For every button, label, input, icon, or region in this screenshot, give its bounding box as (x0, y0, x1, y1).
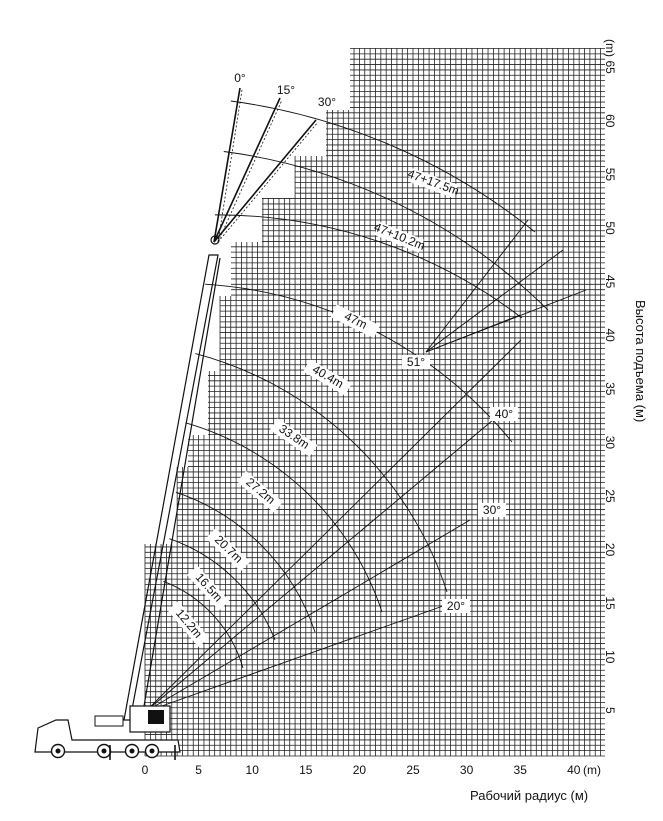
boom-angle-label: 30° (482, 503, 502, 517)
y-tick-label: 35 (603, 382, 617, 396)
y-tick-label: 30 (603, 435, 617, 450)
x-unit-label: (m) (583, 763, 601, 777)
jib (214, 88, 240, 242)
x-axis-title: Рабочий радиус (м) (470, 788, 589, 803)
y-axis-title: Высота подъема (м) (633, 300, 648, 423)
y-tick-label: 15 (603, 596, 617, 610)
y-tick-label: 25 (603, 489, 617, 503)
y-tick-label: 45 (603, 274, 617, 289)
y-tick-label: 5 (603, 707, 617, 714)
boom-length-label: 40.4m (310, 362, 346, 391)
x-tick-label: 30 (459, 763, 474, 777)
boom-length-label: 33.8m (276, 421, 312, 452)
x-tick-label: 35 (513, 763, 527, 777)
boom-angle-label: 51° (406, 355, 426, 369)
x-tick-label: 25 (406, 763, 420, 777)
x-tick-label: 15 (299, 763, 313, 777)
y-tick-label: 10 (603, 650, 617, 664)
boom-length-label: 47+10.2m (371, 219, 428, 253)
x-tick-label: 5 (195, 763, 202, 777)
y-tick-label: 55 (603, 167, 617, 182)
y-tick-label: 50 (603, 221, 617, 235)
boom-length-label: 47m (342, 308, 370, 332)
jib-offset-label: 0° (234, 71, 246, 85)
angle-ray (426, 250, 563, 352)
y-tick-label: 60 (603, 114, 617, 128)
y-tick-label: 65 (603, 60, 617, 74)
x-tick-label: 10 (245, 763, 259, 777)
boom-length-label: 12.2m (172, 606, 206, 641)
boom-angle-label: 40° (494, 407, 514, 421)
boom-length-label: 20.7m (211, 532, 246, 566)
boom-angle-label: 20° (446, 599, 466, 613)
boom-length-label: 47+17.5m (405, 166, 462, 199)
jib-offset-label: 15° (276, 83, 296, 97)
y-tick-label: 20 (603, 542, 617, 557)
jib-offset-label: 30° (317, 95, 337, 109)
y-tick-label: 40 (603, 328, 617, 342)
boom-arcs (163, 101, 548, 668)
y-unit-label: (m) (603, 39, 617, 57)
boom-length-label: 27.2m (243, 474, 278, 508)
cab-window (148, 710, 164, 724)
x-tick-label: 40 (567, 763, 581, 777)
grid (145, 48, 605, 756)
boom-length-label: 16.5m (192, 570, 226, 605)
x-tick-label: 20 (352, 763, 367, 777)
x-tick-label: 0 (141, 763, 149, 777)
